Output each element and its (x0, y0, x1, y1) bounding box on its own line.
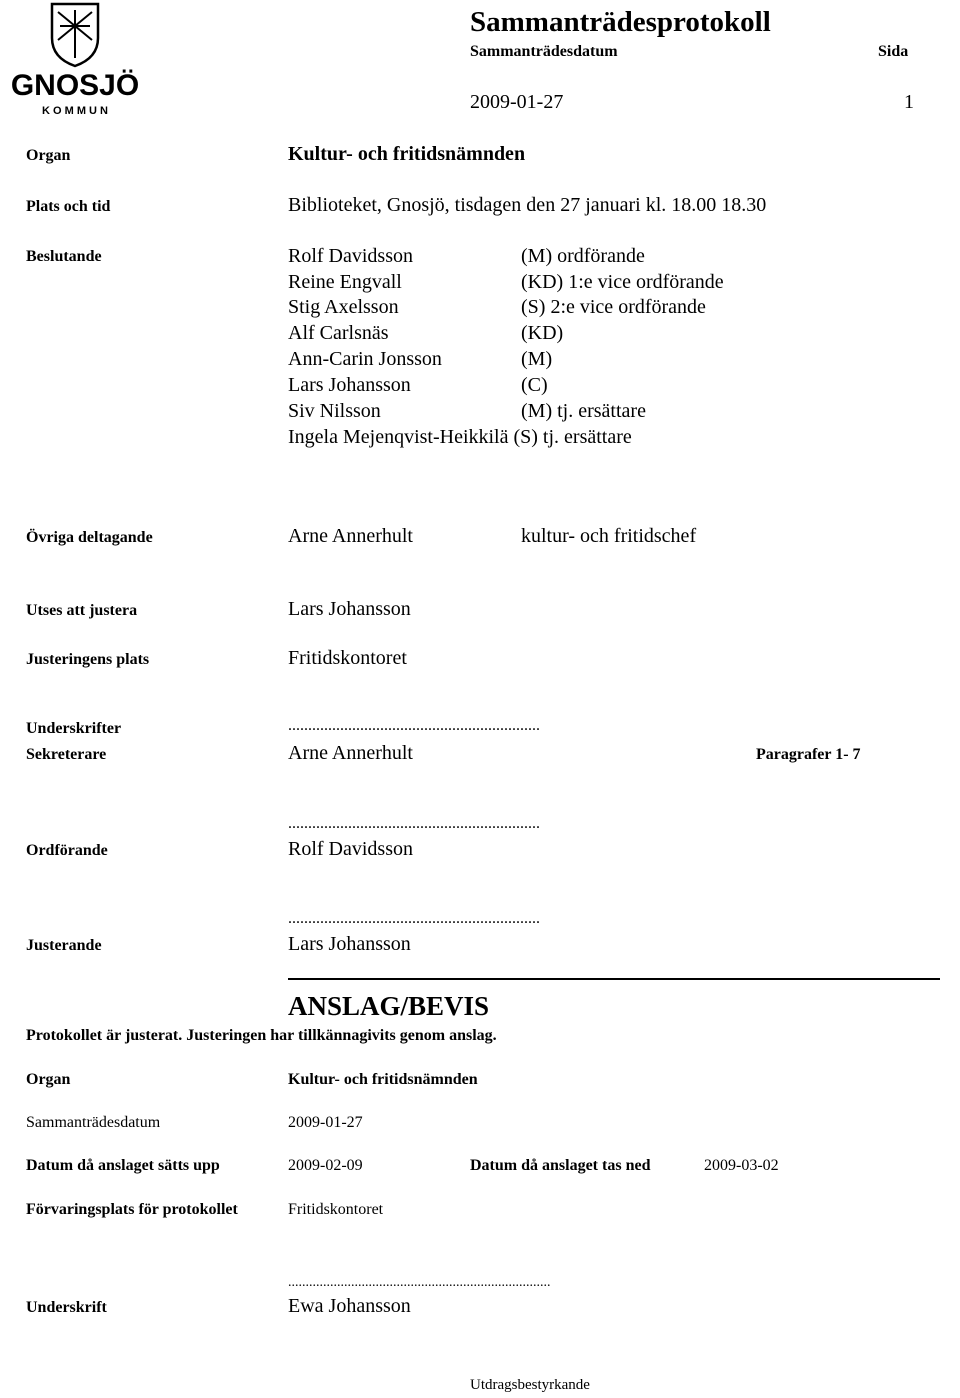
removed-label: Datum då anslaget tas ned (470, 1157, 651, 1174)
organ-value: Kultur- och fritidsnämnden (288, 143, 526, 165)
notice-statement: Protokollet är justerat. Justeringen har tillkännagivits genom anslag. (26, 1027, 497, 1044)
place-label: Plats och tid (26, 198, 111, 215)
posted-value: 2009-02-09 (288, 1157, 363, 1174)
others-name: Arne Annerhult (288, 525, 413, 547)
gnosjo-kommun-logo (0, 0, 150, 120)
place-value: Biblioteket, Gnosjö, tisdagen den 27 januari kl. 18.00 18.30 (288, 194, 767, 216)
signature-line: ............................................................... (288, 815, 540, 832)
adjuster-label: Utses att justera (26, 602, 138, 619)
adjust-place-value: Fritidskontoret (288, 647, 407, 669)
signatures-label: Underskrifter (26, 720, 122, 737)
member-name: Ann-Carin Jonsson (288, 348, 442, 370)
justerande-label: Justerande (26, 937, 102, 954)
header-page-number: 1 (904, 91, 914, 113)
adjuster-value: Lars Johansson (288, 598, 411, 620)
posted-label: Datum då anslaget sätts upp (26, 1157, 220, 1174)
notice-date-value: 2009-01-27 (288, 1114, 363, 1131)
member-name: Reine Engvall (288, 271, 402, 293)
notice-organ-value: Kultur- och fritidsnämnden (288, 1071, 478, 1088)
member-role: (KD) 1:e vice ordförande (521, 271, 724, 293)
member-role: (M) ordförande (521, 245, 645, 267)
adjust-place-label: Justeringens plats (26, 651, 150, 668)
member-role: (M) (521, 348, 553, 370)
signature-line: ........................................................................... (288, 1275, 551, 1290)
notice-title: ANSLAG/BEVIS (288, 991, 490, 1021)
organ-label: Organ (26, 147, 71, 164)
member-name: Rolf Davidsson (288, 245, 413, 267)
justerande-name: Lars Johansson (288, 933, 411, 955)
sign-name: Ewa Johansson (288, 1295, 411, 1317)
signature-line: ............................................................... (288, 717, 540, 734)
paragraphs-label: Paragrafer 1- 7 (756, 746, 861, 763)
logo-subtitle: K O M M U N (42, 105, 108, 117)
storage-label: Förvaringsplats för protokollet (26, 1201, 238, 1218)
sign-label: Underskrift (26, 1299, 107, 1316)
header-page-label: Sida (878, 43, 909, 60)
logo-wordmark: GNOSJÖ (10, 69, 140, 102)
header-date: 2009-01-27 (470, 91, 564, 113)
notice-organ-label: Organ (26, 1071, 71, 1088)
decision-label: Beslutande (26, 248, 102, 265)
others-label: Övriga deltagande (26, 529, 153, 546)
section-divider (288, 978, 940, 980)
member-name: Siv Nilsson (288, 400, 381, 422)
chair-name: Rolf Davidsson (288, 838, 413, 860)
header-date-label: Sammanträdesdatum (470, 43, 618, 60)
member-role: (S) 2:e vice ordförande (521, 296, 706, 318)
removed-value: 2009-03-02 (704, 1157, 779, 1174)
member-role: (M) tj. ersättare (521, 400, 646, 422)
storage-value: Fritidskontoret (288, 1201, 384, 1218)
chair-label: Ordförande (26, 842, 108, 859)
member-role: (C) (521, 374, 548, 396)
others-role: kultur- och fritidschef (521, 525, 697, 547)
member-extra: Ingela Mejenqvist-Heikkilä (S) tj. ersättare (288, 426, 632, 448)
secretary-label: Sekreterare (26, 746, 107, 763)
member-name: Stig Axelsson (288, 296, 399, 318)
member-role: (KD) (521, 322, 564, 344)
member-name: Alf Carlsnäs (288, 322, 389, 344)
secretary-name: Arne Annerhult (288, 742, 413, 764)
document-title: Sammanträdesprotokoll (470, 6, 771, 38)
footer-label: Utdragsbestyrkande (470, 1377, 590, 1393)
signature-line: ............................................................... (288, 910, 540, 927)
member-name: Lars Johansson (288, 374, 411, 396)
notice-date-label: Sammanträdesdatum (26, 1114, 161, 1131)
